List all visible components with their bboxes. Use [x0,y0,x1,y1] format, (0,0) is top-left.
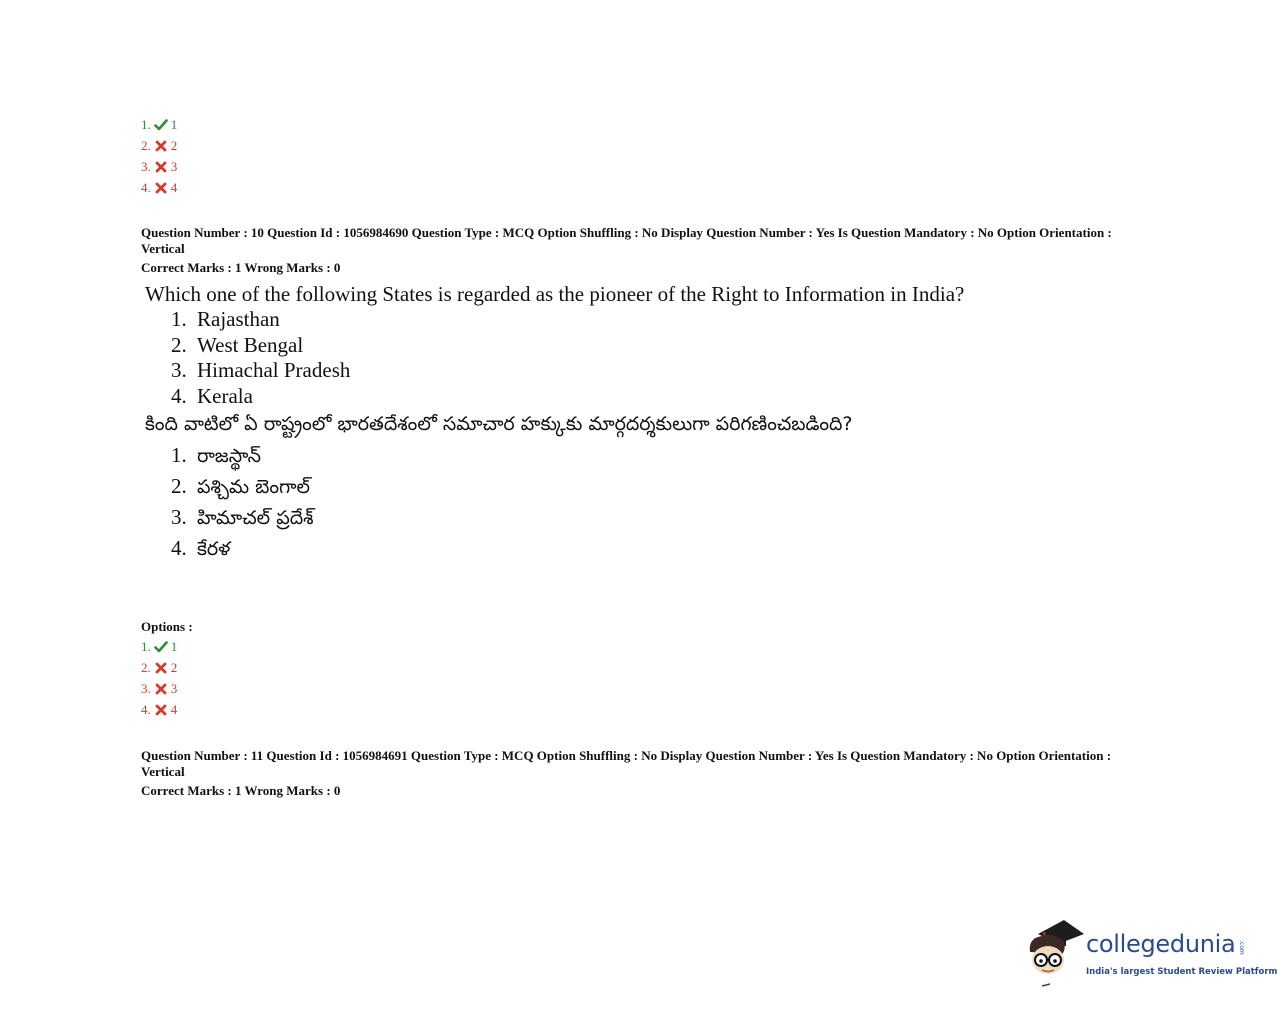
option-label: రాజస్థాన్ [197,445,261,467]
question-11-meta [141,748,1131,799]
option-number: 3. [141,681,151,696]
option-number: 2. [141,138,151,153]
question-meta-text: Question Number : 10 Question Id : 1056984690 Question Type : MCQ Option Shuffling : No Display Question Number : Yes Is Question Mandatory : No Option Orientation : Vertical [141,225,1112,256]
option-label: West Bengal [197,332,304,357]
option-value: 3 [170,159,178,174]
english-option [171,333,1005,359]
collegedunia-logo [1024,916,1278,988]
brand-tagline: India's largest Student Review Platform [1086,967,1278,977]
check-icon [154,640,168,654]
cross-icon [154,139,168,153]
option-value: 2 [170,138,178,153]
english-option [171,358,1005,384]
option-label: Rajasthan [197,307,280,331]
option-label: కేరళ [197,538,231,560]
option-item [141,156,177,177]
option-value: 4 [170,180,178,195]
options-heading: Options : [141,619,193,634]
option-number: 4. [141,180,151,195]
option-number: 3. [171,505,187,529]
question-meta-text: Question Number : 11 Question Id : 1056984691 Question Type : MCQ Option Shuffling : No Display Question Number : Yes Is Question Mandatory : No Option Orientation : Vertical [141,748,1112,779]
question-10-answer-options [141,636,177,720]
english-options-list [145,307,1005,409]
telugu-option [171,440,1005,471]
cross-icon [154,661,168,675]
option-label: పశ్చిమ బెంగాల్ [197,476,310,498]
option-item [141,699,177,720]
option-value: 1 [170,639,178,654]
check-icon [154,118,168,132]
option-number: 1. [171,307,187,331]
brand-tld: .com [1238,940,1245,955]
previous-question-options [141,114,177,198]
option-number: 1. [141,639,151,654]
option-item [141,135,177,156]
option-item [141,177,177,198]
telugu-options-list [145,440,1005,564]
option-number: 4. [171,536,187,560]
option-number: 1. [141,117,151,132]
question-marks: Correct Marks : 1 Wrong Marks : 0 [141,783,341,798]
cross-icon [154,703,168,717]
cross-icon [154,181,168,195]
option-item [141,114,177,135]
option-item [141,636,177,657]
english-option [171,384,1005,410]
option-value: 4 [170,702,178,717]
option-label: హిమాచల్ ప్రదేశ్ [197,507,314,529]
telugu-option [171,471,1005,502]
question-text-telugu: కింది వాటిలో ఏ రాష్ట్రంలో భారతదేశంలో సమాచార హక్కుకు మార్గదర్శకులుగా పరిగణించబడింది? [145,413,853,435]
option-number: 2. [171,474,187,498]
cross-icon [154,160,168,174]
question-marks: Correct Marks : 1 Wrong Marks : 0 [141,260,341,275]
english-option [171,307,1005,333]
question-10-body [145,281,1005,564]
cross-icon [154,682,168,696]
option-value: 2 [170,660,178,675]
option-number: 4. [171,383,187,408]
option-number: 2. [141,660,151,675]
option-number: 1. [171,443,187,467]
option-number: 2. [171,332,187,357]
question-text-english: Which one of the following States is regarded as the pioneer of the Right to Information in India? [145,282,965,306]
option-number: 3. [141,159,151,174]
option-value: 3 [170,681,178,696]
student-mascot-icon [1024,916,1086,988]
telugu-option [171,533,1005,564]
option-number: 3. [171,358,187,382]
option-label: Himachal Pradesh [197,358,351,382]
option-number: 4. [141,702,151,717]
option-value: 1 [170,117,178,132]
question-10-meta [141,225,1131,276]
option-item [141,678,177,699]
option-label: Kerala [197,383,253,408]
brand-name: collegedunia [1086,930,1236,958]
telugu-option [171,502,1005,533]
option-item [141,657,177,678]
